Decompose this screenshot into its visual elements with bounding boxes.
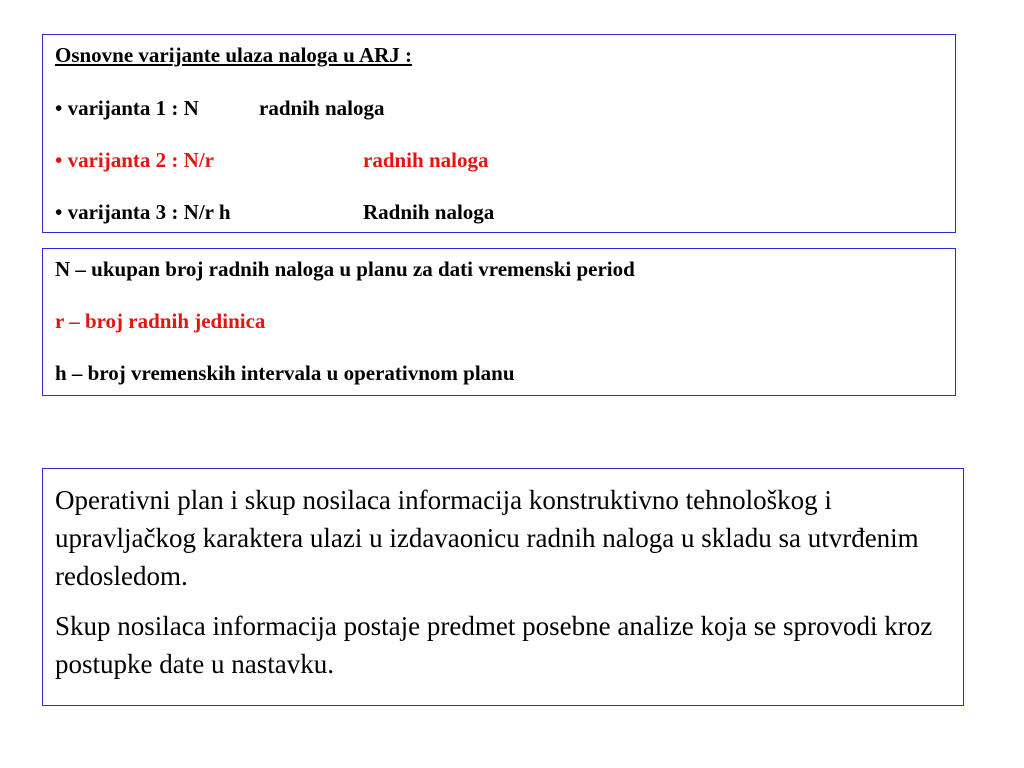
definition-r: r – broj radnih jedinica	[55, 309, 266, 333]
description-paragraph-2: Skup nosilaca informacija postaje predmet posebne analize koja se sprovodi kroz postupke date u nastavku.	[55, 611, 933, 679]
variant-label: varijanta 3 : N/r h	[67, 200, 231, 224]
variant-value: radnih naloga	[259, 96, 385, 120]
description-box	[42, 468, 964, 706]
description-paragraph-1: Operativni plan i skup nosilaca informacija konstruktivno tehnološkog i upravljačkog karaktera ulazi u izdavaonicu radnih naloga u skladu sa utvrđenim redosledom.	[55, 485, 919, 591]
variant-item-3	[55, 200, 955, 224]
variant-item-2	[55, 148, 955, 172]
variant-label: varijanta 2 : N/r	[67, 148, 214, 172]
bullet-icon: •	[55, 200, 63, 224]
bullet-icon: •	[55, 148, 63, 172]
definition-h: h – broj vremenskih intervala u operativnom planu	[55, 361, 515, 385]
definitions-box	[42, 248, 956, 396]
variants-box	[42, 34, 956, 233]
variant-value: Radnih naloga	[363, 200, 495, 224]
variant-item-1	[55, 96, 955, 120]
definition-n: N – ukupan broj radnih naloga u planu za dati vremenski period	[55, 257, 635, 281]
variant-value: radnih naloga	[363, 148, 489, 172]
variants-heading: Osnovne varijante ulaza naloga u ARJ :	[55, 43, 413, 67]
bullet-icon: •	[55, 96, 63, 120]
variant-label: varijanta 1 : N	[67, 96, 199, 120]
